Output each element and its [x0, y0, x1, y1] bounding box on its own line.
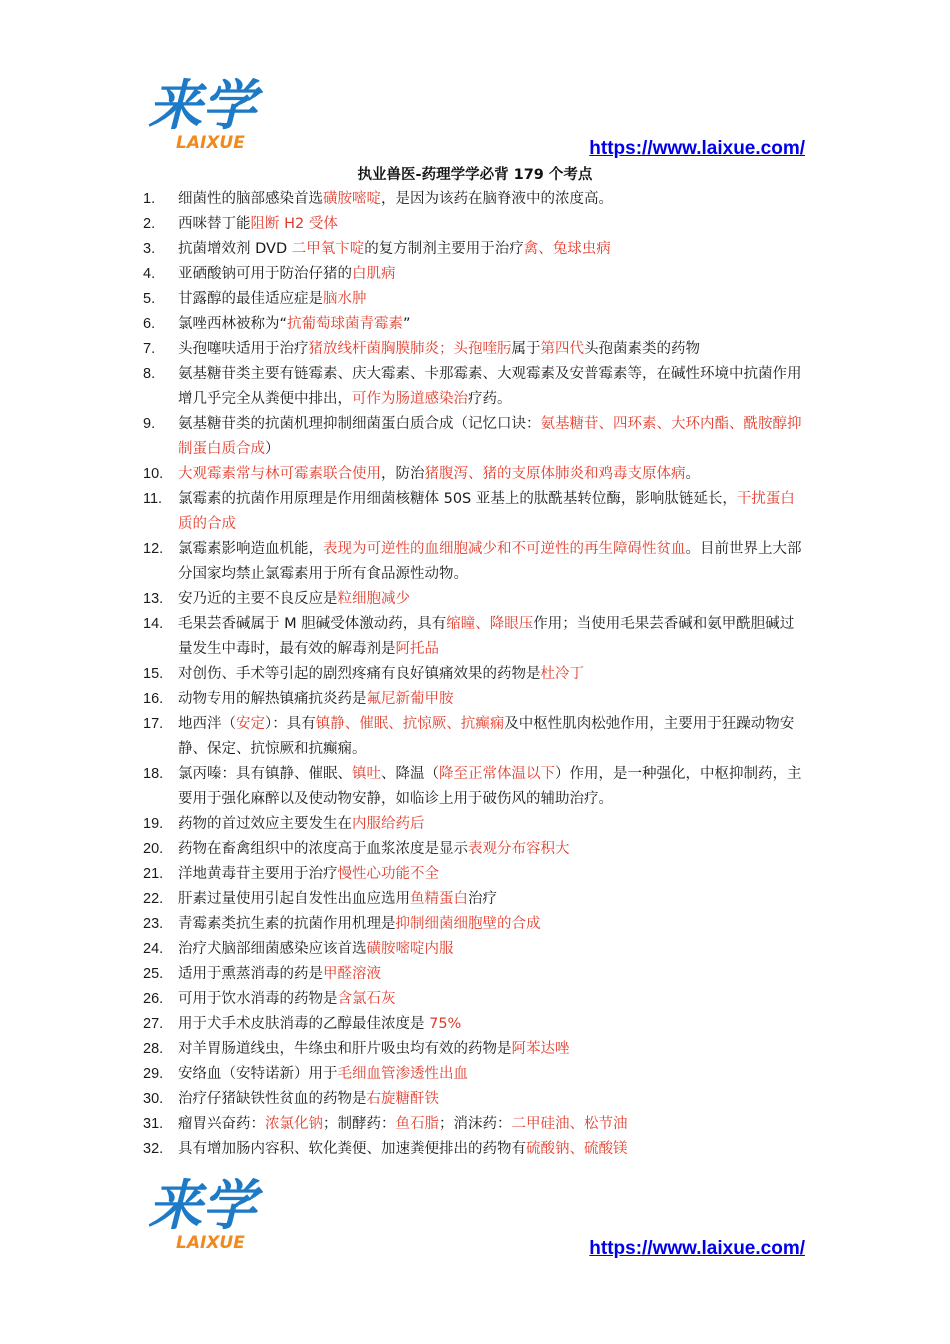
- logo-wordmark-footer: LAIXUE: [176, 1233, 245, 1252]
- item-text: ”: [403, 316, 411, 332]
- list-item: [0, 262, 808, 287]
- highlight-text: 镇静、催眠、抗惊厥、抗癫痫: [315, 716, 505, 732]
- item-text: ）：具有: [265, 716, 316, 732]
- item-text: 可用于饮水消毒的药物是: [178, 991, 338, 1007]
- item-text: 氨基糖苷类的抗菌机理抑制细菌蛋白质合成（记忆口诀：: [178, 416, 541, 432]
- item-text: 细菌性的脑部感染首选: [178, 191, 323, 207]
- item-number: 19.: [143, 816, 164, 832]
- highlight-text: 表观分布容积大: [468, 841, 570, 857]
- list-item: [0, 887, 808, 912]
- list-item: [0, 962, 808, 987]
- highlight-text: 鱼石脂: [395, 1116, 439, 1132]
- highlight-text: 镇吐: [352, 766, 381, 782]
- highlight-text: 甲醛溶液: [323, 966, 381, 982]
- highlight-text: 氟尼新葡甲胺: [366, 691, 454, 707]
- highlight-text: 禽、兔球虫病: [523, 241, 611, 257]
- item-text: 毛果芸香碱属于 M 胆碱受体激动药，具有: [178, 616, 447, 632]
- highlight-text: 白肌病: [352, 266, 396, 282]
- list-item: [0, 337, 808, 362]
- item-number: 13.: [143, 591, 164, 607]
- highlight-text: 表现为可逆性的血细胞减少和不可逆性的再生障碍性贫血: [323, 541, 686, 557]
- item-number: 20.: [143, 841, 164, 857]
- highlight-text: 抑制细菌细胞壁的合成: [395, 916, 541, 932]
- item-number: 24.: [143, 941, 164, 957]
- list-item: [0, 1112, 808, 1137]
- item-text: 氯丙嗪：具有镇静、催眠、: [178, 766, 352, 782]
- item-text: 适用于熏蒸消毒的药是: [178, 966, 323, 982]
- highlight-text: 鱼精蛋白: [410, 891, 468, 907]
- item-text: 地西泮（: [178, 716, 236, 732]
- item-text: 氯霉素的抗菌作用原理是作用细菌核糖体 50S 亚基上的肽酰基转位酶，影响肽链延长，: [178, 491, 737, 507]
- item-number: 29.: [143, 1066, 164, 1082]
- item-text: 甘露醇的最佳适应症是: [178, 291, 323, 307]
- highlight-text: 含氯石灰: [337, 991, 396, 1007]
- highlight-text: 磺胺嘧啶: [323, 191, 381, 207]
- highlight-text: 降至正常体温以下: [439, 766, 555, 782]
- item-number: 2.: [143, 216, 156, 232]
- item-text: 安乃近的主要不良反应是: [178, 591, 338, 607]
- item-text: 治疗仔猪缺铁性贫血的药物是: [178, 1091, 367, 1107]
- list-item: [0, 1037, 808, 1062]
- item-number: 14.: [143, 616, 164, 632]
- item-number: 18.: [143, 766, 164, 782]
- item-number: 4.: [143, 266, 156, 282]
- list-item: [0, 1062, 808, 1087]
- list-item: [0, 837, 808, 862]
- item-text: 西咪替丁能: [178, 216, 251, 232]
- item-number: 30.: [143, 1091, 164, 1107]
- item-number: 1.: [143, 191, 156, 207]
- item-text: 肝素过量使用引起自发性出血应选用: [178, 891, 410, 907]
- laixue-logo: [146, 72, 266, 152]
- list-item: [0, 712, 808, 762]
- list-item: [0, 937, 808, 962]
- item-text: ；制酵药：: [323, 1116, 396, 1132]
- highlight-text: 抗葡萄球菌青霉素: [287, 316, 404, 332]
- list-item: [0, 587, 808, 612]
- highlight-text: 磺胺嘧啶内服: [366, 941, 454, 957]
- list-item: [0, 412, 808, 462]
- highlight-text: 慢性心功能不全: [337, 866, 439, 882]
- list-item: [0, 1137, 808, 1162]
- highlight-text: 粒细胞减少: [337, 591, 410, 607]
- site-url-link-bottom[interactable]: https://www.laixue.com/: [589, 1238, 805, 1259]
- highlight-text: 硫酸钠、硫酸镁: [526, 1141, 628, 1157]
- list-item: [0, 862, 808, 887]
- highlight-text: 干扰蛋白质的合成: [178, 491, 795, 532]
- item-text: 青霉素类抗生素的抗菌作用机理是: [178, 916, 396, 932]
- highlight-text: 阿苯达唑: [511, 1041, 570, 1057]
- item-number: 31.: [143, 1116, 164, 1132]
- item-text: 氨基糖苷类主要有链霉素、庆大霉素、卡那霉素、大观霉素及安普霉素等，在碱性环境中抗菌作用增几乎完全从粪便中排出，: [178, 366, 802, 407]
- item-text: 头孢噻呋适用于治疗: [178, 341, 309, 357]
- list-item: [0, 812, 808, 837]
- highlight-text: 杜冷丁: [540, 666, 584, 682]
- item-text: 疗药。: [468, 391, 512, 407]
- item-text: 对羊胃肠道线虫，牛绦虫和肝片吸虫均有效的药物是: [178, 1041, 512, 1057]
- item-text: 洋地黄毒苷主要用于治疗: [178, 866, 338, 882]
- list-item: [0, 912, 808, 937]
- highlight-text: 缩瞳、降眼压: [446, 616, 534, 632]
- highlight-text: 二甲硅油、松节油: [511, 1116, 628, 1132]
- list-item: [0, 537, 808, 587]
- item-text: 药物的首过效应主要发生在: [178, 816, 352, 832]
- highlight-text: 75%: [429, 1016, 462, 1032]
- item-number: 26.: [143, 991, 164, 1007]
- list-item: [0, 1087, 808, 1112]
- item-text: ）作用，是一种强化，中枢抑制药，主要用于强化麻醉以及使动物安静，如临诊上用于破伤风的辅助治疗。: [178, 766, 802, 807]
- item-text: 抗菌增效剂 DVD: [178, 241, 292, 257]
- item-number: 22.: [143, 891, 164, 907]
- list-item: [0, 762, 808, 812]
- item-text: ，防治: [381, 466, 425, 482]
- item-number: 10.: [143, 466, 164, 482]
- item-number: 25.: [143, 966, 164, 982]
- highlight-text: 内服给药后: [352, 816, 425, 832]
- item-number: 15.: [143, 666, 164, 682]
- item-text: 瘤胃兴奋药：: [178, 1116, 265, 1132]
- item-number: 8.: [143, 366, 156, 382]
- item-text: 氯唑西林被称为“: [178, 316, 288, 332]
- item-number: 5.: [143, 291, 156, 307]
- item-text: 安络血（安特诺新）用于: [178, 1066, 338, 1082]
- list-item: [0, 312, 808, 337]
- highlight-text: 二甲氧卞啶: [291, 241, 365, 257]
- item-number: 23.: [143, 916, 164, 932]
- item-number: 28.: [143, 1041, 164, 1057]
- list-item: [0, 987, 808, 1012]
- highlight-text: 阿托品: [395, 641, 439, 657]
- list-item: [0, 612, 808, 662]
- item-text: 头孢菌素类的药物: [584, 341, 700, 357]
- highlight-text: 毛细血管渗透性出血: [337, 1066, 468, 1082]
- item-number: 16.: [143, 691, 164, 707]
- list-item: [0, 487, 808, 537]
- item-text: 具有增加肠内容积、软化粪便、加速粪便排出的药物有: [178, 1141, 526, 1157]
- list-item: [0, 237, 808, 262]
- item-text: 及中枢性肌肉松弛作用，主要用于狂躁动物安静、保定、抗惊厥和抗癫痫。: [178, 716, 795, 757]
- site-url-link-top[interactable]: https://www.laixue.com/: [589, 138, 805, 159]
- item-number: 12.: [143, 541, 164, 557]
- highlight-text: 第四代: [540, 341, 584, 357]
- item-text: 。: [685, 466, 700, 482]
- highlight-text: 猪放线杆菌胸膜肺炎；头孢喹肟: [308, 341, 512, 357]
- item-number: 9.: [143, 416, 156, 432]
- list-item: [0, 1012, 808, 1037]
- item-text: 作用；当使用毛果芸香碱和氨甲酰胆碱过量发生中毒时，最有效的解毒剂是: [178, 616, 795, 657]
- highlight-text: 猪腹泻、猪的支原体肺炎和鸡毒支原体病: [424, 466, 686, 482]
- list-item: [0, 662, 808, 687]
- highlight-text: 浓氯化钠: [265, 1116, 323, 1132]
- item-number: 3.: [143, 241, 156, 257]
- item-text: 用于犬手术皮肤消毒的乙醇最佳浓度是: [178, 1016, 430, 1032]
- logo-mark-footer: 来学: [148, 1174, 256, 1237]
- item-text: ，是因为该药在脑脊液中的浓度高。: [381, 191, 613, 207]
- list-item: [0, 362, 808, 412]
- item-text: 对创伤、手术等引起的剧烈疼痛有良好镇痛效果的药物是: [178, 666, 541, 682]
- list-item: [0, 212, 808, 237]
- list-item: [0, 287, 808, 312]
- highlight-text: 大观霉素常与林可霉素联合使用: [178, 466, 381, 482]
- item-text: ；消沫药：: [439, 1116, 512, 1132]
- item-text: 药物在畜禽组织中的浓度高于血浆浓度是显示: [178, 841, 468, 857]
- highlight-text: 右旋糖酐铁: [366, 1091, 439, 1107]
- item-text: 的复方制剂主要用于治疗: [364, 241, 524, 257]
- item-number: 32.: [143, 1141, 164, 1157]
- item-text: 动物专用的解热镇痛抗炎药是: [178, 691, 367, 707]
- list-item: [0, 187, 808, 212]
- highlight-text: 阻断 H2 受体: [250, 216, 338, 232]
- item-text: 、降温（: [381, 766, 439, 782]
- highlight-text: 可作为肠道感染治: [352, 391, 468, 407]
- highlight-text: 脑水肿: [323, 291, 367, 307]
- item-text: 属于: [511, 341, 541, 357]
- highlight-text: 安定: [236, 716, 265, 732]
- item-text: 氯霉素影响造血机能，: [178, 541, 323, 557]
- item-number: 27.: [143, 1016, 164, 1032]
- laixue-logo-footer: [146, 1172, 266, 1252]
- item-number: 11.: [143, 491, 163, 507]
- item-number: 6.: [143, 316, 156, 332]
- key-points-list: [0, 187, 950, 1162]
- item-text: 治疗犬脑部细菌感染应该首选: [178, 941, 367, 957]
- item-text: 治疗: [468, 891, 497, 907]
- logo-wordmark: LAIXUE: [176, 133, 245, 152]
- item-text: 亚硒酸钠可用于防治仔猪的: [178, 266, 352, 282]
- item-text: 。目前世界上大部分国家均禁止氯霉素用于所有食品源性动物。: [178, 541, 802, 582]
- logo-mark: 来学: [148, 74, 256, 137]
- list-item: [0, 462, 808, 487]
- item-number: 21.: [143, 866, 164, 882]
- item-number: 7.: [143, 341, 156, 357]
- item-text: ）: [265, 441, 280, 457]
- list-item: [0, 687, 808, 712]
- highlight-text: 氨基糖苷、四环素、大环内酯、酰胺醇抑制蛋白质合成: [178, 416, 802, 457]
- item-number: 17.: [143, 716, 164, 732]
- document-title: 执业兽医-药理学学必背 179 个考点: [357, 167, 593, 183]
